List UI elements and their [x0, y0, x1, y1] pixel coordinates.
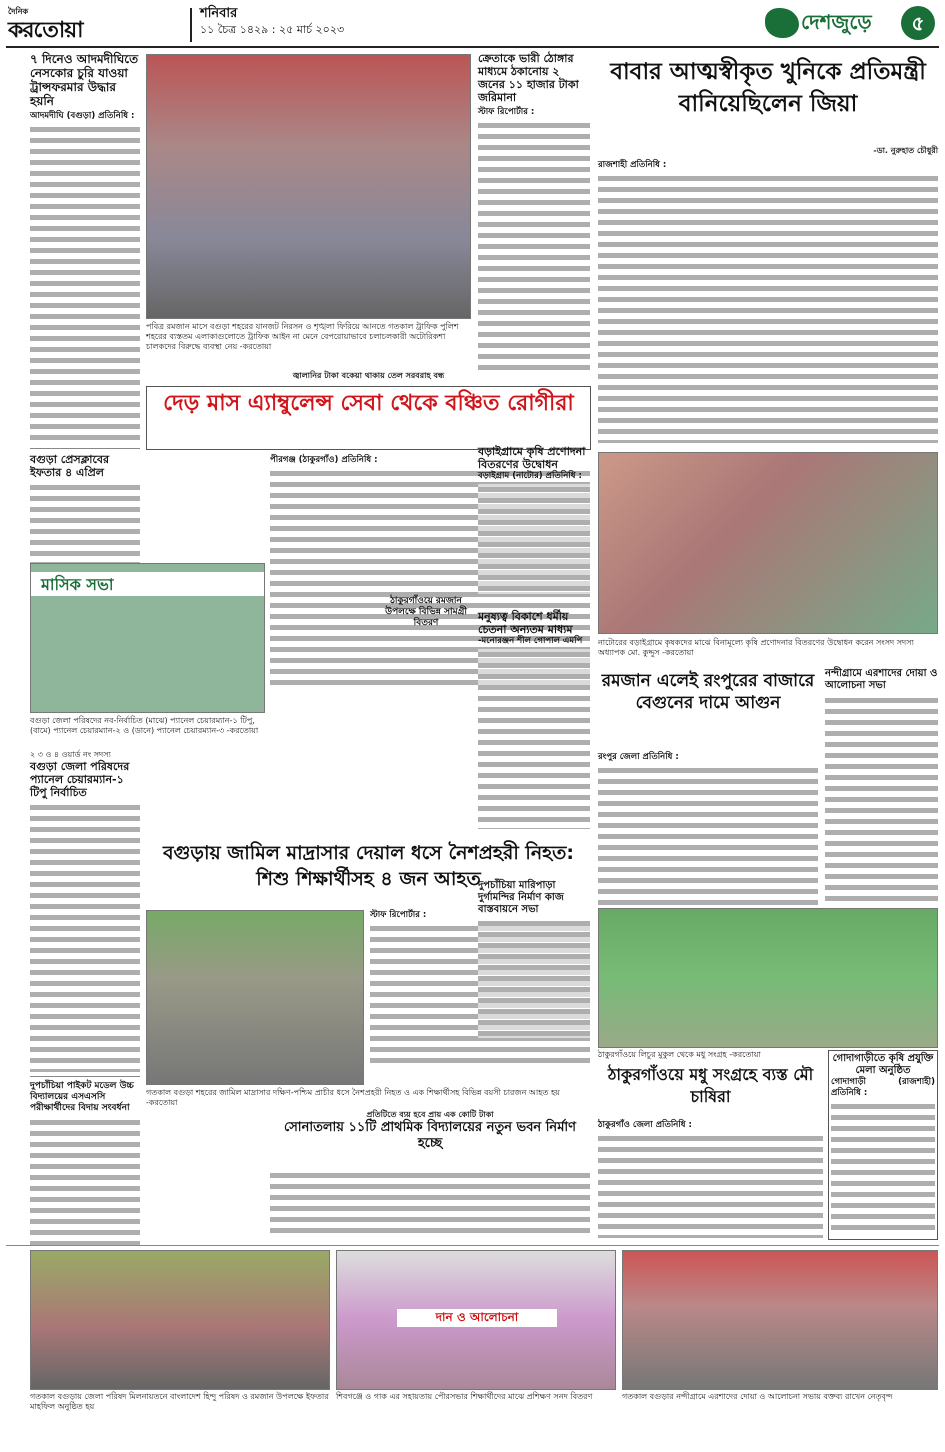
article-2-headline: বগুড়া প্রেসক্লাবের ইফতার ৪ এপ্রিল: [30, 453, 110, 479]
bangladesh-map-icon: [765, 8, 799, 38]
banner-label: দান ও আলোচনা: [397, 1309, 557, 1327]
article-15-headline: প্রতিটিতে ব্যয় হবে প্রায় এক কোটি টাকা: [366, 1110, 494, 1119]
photo-honey: [598, 908, 938, 1048]
article-14-text: [478, 918, 590, 1038]
article-5-body: [478, 120, 590, 370]
article-17-text: [831, 1101, 935, 1231]
caption-6: গতকাল বগুড়ায় জেলা পরিষদ মিলনায়তনে বাংলাদেশ হিন্দু পরিষদ ও রমজান উপলক্ষে ইফতার মাহফিল অনুষ্ঠিত হয়: [30, 1392, 329, 1411]
article-16-byline: ঠাকুরগাঁও জেলা প্রতিনিধি :: [598, 1120, 692, 1130]
article-1-body: [30, 124, 140, 444]
article-8-byline: বড়াইগ্রাম (নাটোর) প্রতিনিধি :: [478, 471, 582, 481]
article-11-headline: রমজান এলেই রংপুরের বাজারে বেগুনের দামে আগুন: [601, 671, 815, 713]
article-16-headline: ঠাকুরগাঁওয়ে মধু সংগ্রহে ব্যস্ত মৌ চাষিরা: [607, 1065, 814, 1106]
article-1-byline: আদমদীঘি (বগুড়া) প্রতিনিধি :: [30, 111, 135, 121]
article-7-headline: দেড় মাস এ্যাম্বুলেন্স সেবা থেকে বঞ্চিত রোগীরা: [146, 386, 591, 450]
article-6-text: [598, 173, 938, 443]
article-3-sub: ২ ৩ ও ৪ ওয়ার্ড নং সদস্য: [30, 750, 111, 759]
article-6-location: রাজশাহী প্রতিনিধি :: [598, 160, 667, 170]
article-15-text: [270, 1170, 590, 1235]
photo-iftar: [30, 1250, 330, 1390]
photo-wall-collapse: [146, 910, 364, 1085]
masthead: [8, 6, 188, 44]
article-15-sub: সোনাতলায় ১১টি প্রাথমিক বিদ্যালয়ের নতুন ভবন নির্মাণ হচ্ছে: [283, 1120, 577, 1151]
photo-ershad-meeting: [622, 1250, 938, 1390]
article-17-byline: গোদাগাড়ী (রাজশাহী) প্রতিনিধি :: [831, 1077, 935, 1098]
caption-7: শিবগঞ্জে ও গাক এর সহায়তায় পৌরসভার শিক্ষার্থীদের মাঝে প্রশিক্ষণ সনদ বিতরণ: [336, 1392, 593, 1401]
masthead-small: দৈনিক: [8, 7, 29, 16]
article-15-head: [270, 1110, 590, 1170]
article-12: [825, 668, 938, 908]
photo-traffic-police: [146, 54, 471, 319]
date-box: [200, 6, 460, 44]
article-14: [478, 880, 590, 1040]
article-14-headline: দুপচাঁচিয়া মারিপাড়া দুর্গামন্দির নির্মাণ কাজ বাস্তবায়নে সভা: [478, 880, 564, 915]
banner-label: মাসিক সভা: [31, 572, 264, 596]
article-7-byline: পীরগঞ্জ (ঠাকুরগাঁও) প্রতিনিধি :: [270, 455, 378, 465]
article-10: [478, 610, 590, 840]
article-10-headline: মনুষ্যত্ব বিকাশে ধর্মীয় চেতনা অন্যতম মাধ্যম: [478, 610, 573, 636]
article-8: [478, 445, 590, 605]
article-17: [828, 1050, 938, 1240]
section-tag: [765, 4, 935, 44]
caption-5: ঠাকুরগাঁওয়ে লিচুর মুকুল থেকে মধু সংগ্রহ -করতোয়া: [598, 1050, 761, 1059]
article-11-text: [598, 765, 818, 905]
article-6-speaker: -ডা. নুরুহাত চৌধুরী: [873, 146, 938, 155]
photo-baraigram: [598, 452, 938, 634]
divider: [30, 1076, 140, 1077]
article-6-headline: বাবার আত্মস্বীকৃত খুনিকে প্রতিমন্ত্রী বানিয়েছিলেন জিয়া: [610, 59, 926, 117]
article-7-kicker: জ্বালানির টাকা বকেয়া থাকায় তেল সরবরাহ বন্ধ: [292, 371, 445, 380]
divider: [30, 448, 140, 449]
article-1-headline: ৭ দিনেও আদমদীঘিতে নেসকোর চুরি যাওয়া ট্রান্সফরমার উদ্ধার হয়নি: [30, 52, 139, 108]
article-16-head: [598, 1064, 823, 1119]
article-4-headline: দুপচাঁচিয়া পাইকট মডেল উচ্চ বিদ্যালয়ের এসএসসি পরীক্ষার্থীদের বিদায় সংবর্ধনা: [30, 1081, 134, 1113]
caption-1: পবিত্র রমজান মাসে বগুড়া শহরের যানজট নিরসন ও শৃঙ্খলা ফিরিয়ে আনতে গতকাল ট্রাফিক পুলিশ শহরের ব্যস্ততম এলাকাগুলোতে ট্রাফিক আইন না মেনে বেপরোয়াভাবে চলাচলকারী অটোরিকশা চালকদের বিরুদ্ধে ব্যবস্থা নেয় -করতোয়া: [146, 322, 459, 351]
article-16-text: [598, 1133, 823, 1238]
section-label: দেশজুড়ে: [801, 10, 872, 34]
article-12-text: [825, 695, 938, 905]
caption-3: নাটোরের বড়াইগ্রামে কৃষকদের মাঝে বিনামূল্যে কৃষি প্রণোদনার বিতরণের উদ্বোধন করেন সংসদ সদস্য অধ্যাপক মো. কুদ্দুস -করতোয়া: [598, 638, 914, 657]
article-12-headline: নন্দীগ্রামে এরশাদের দোয়া ও আলোচনা সভা: [825, 668, 938, 691]
article-17-headline: গোদাগাড়ীতে কৃষি প্রযুক্তি মেলা অনুষ্ঠিত: [832, 1053, 934, 1076]
article-13-headline: বগুড়ায় জামিল মাদ্রাসার দেয়াল ধসে নৈশপ্রহরী নিহত: শিশু শিক্ষার্থীসহ ৪ জন আহত: [162, 842, 575, 890]
article-10-sub: -মনোরঞ্জন শীল গোপাল এমপি: [478, 636, 583, 646]
photo-meeting: [30, 563, 265, 713]
article-13-byline: স্টাফ রিপোর্টার :: [370, 910, 427, 920]
article-11-head: [598, 670, 818, 750]
article-8-text: [478, 484, 590, 594]
masthead-name: করতোয়া: [8, 18, 83, 43]
header-date: ১১ চৈত্র ১৪২৯ : ২৫ মার্চ ২০২৩: [200, 23, 345, 36]
article-5-headline: ক্রেতাকে ভারী ঠোঙ্গার মাধ্যমে ঠকানোয় ২ জনের ১১ হাজার টাকা জরিমানা: [478, 52, 579, 104]
article-11-byline: রংপুর জেলা প্রতিনিধি :: [598, 752, 679, 762]
article-5-byline: স্টাফ রিপোর্টার :: [478, 107, 535, 117]
article-2-body: [30, 482, 140, 574]
article-3-headline: বগুড়া জেলা পরিষদের প্যানেল চেয়ারম্যান-১ টিপু নির্বাচিত: [30, 760, 130, 799]
header-rule: [6, 46, 939, 48]
bottom-divider: [6, 1245, 939, 1246]
article-16-body: [598, 1120, 823, 1240]
article-9-head: [378, 596, 474, 628]
photo-certificate: [336, 1250, 616, 1390]
caption-8: গতকাল বগুড়ার নন্দীগ্রামে এরশাদের দোয়া ও আলোচনা সভায় বক্তব্য রাখেন নেতৃবৃন্দ: [622, 1392, 893, 1401]
page-number: ৫: [901, 6, 935, 40]
article-11-body: [598, 752, 818, 902]
article-10-text: [478, 649, 590, 829]
article-9-headline: ঠাকুরগাঁওয়ে রমজান উপলক্ষে বিভিন্ন সামগ্রী বিতরণ: [385, 596, 467, 628]
header-day: শনিবার: [200, 6, 238, 21]
article-6-head: [598, 56, 938, 146]
left-column-lower: [30, 750, 140, 1240]
header-divider: [190, 8, 192, 42]
article-6-body: [598, 160, 938, 450]
article-5: [478, 52, 590, 442]
caption-2: বগুড়া জেলা পরিষদের নব-নির্বাচিত (মাঝে) প্যানেল চেয়ারম্যান-১ টিপু, (বামে) প্যানেল চেয়ারম্যান-২ ও (ডানে) প্যানেল চেয়ারম্যান-৩ -করতোয়া: [30, 716, 259, 735]
article-3-body: [30, 802, 140, 1072]
article-8-headline: বড়াইগ্রামে কৃষি প্রণোদনা বিতরণের উদ্বোধন: [478, 445, 586, 471]
caption-4: গতকাল বগুড়া শহরের জামিল মাদ্রাসার দক্ষিণ-পশ্চিম প্রাচীর ধসে নৈশপ্রহরী নিহত ও এক শিক্ষার্থীসহ বিভিন্ন বয়সী চারজন আহত হয় -করতোয়া: [146, 1088, 560, 1107]
